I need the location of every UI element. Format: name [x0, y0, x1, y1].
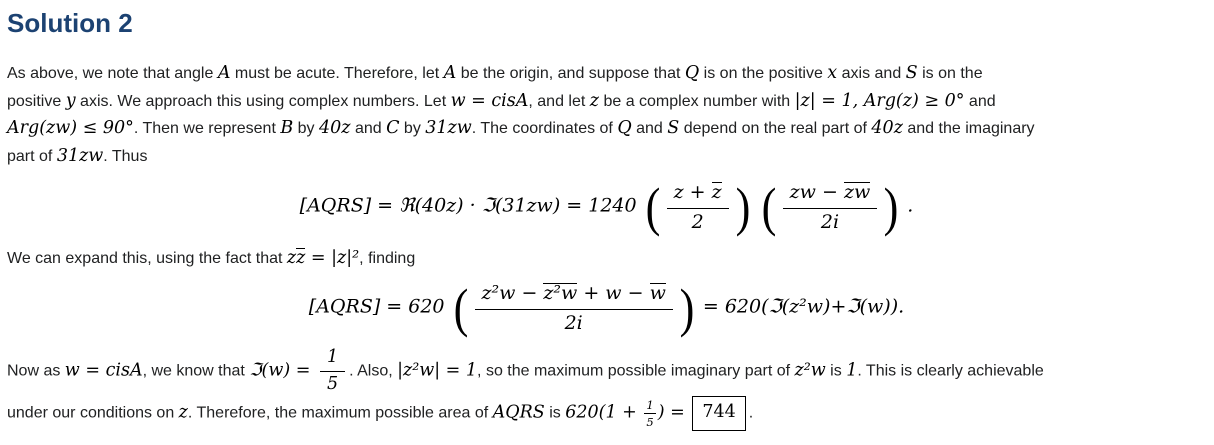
text-run: axis. We approach this using complex numbers. Let [75, 92, 451, 110]
fraction-numerator [783, 180, 878, 209]
line [7, 278, 1206, 339]
line [7, 115, 1206, 143]
fraction-denominator [667, 209, 729, 235]
text-run: be a complex number with [599, 92, 795, 110]
text-run: , finding [359, 249, 416, 267]
paragraph-expand [7, 245, 1206, 273]
text-run: As above, we note that angle [7, 65, 218, 82]
text-run: be the origin, and suppose that [456, 65, 685, 82]
display-equation-aqrs-1240 [7, 177, 1206, 238]
math-run: S [905, 63, 918, 83]
text-run: by [399, 120, 426, 137]
math-run: 40z [319, 118, 351, 138]
math-run: 40z [871, 118, 903, 138]
text-run: and the imaginary [902, 120, 1035, 137]
math-run [753, 194, 759, 216]
math-run: 31zw [425, 118, 472, 138]
fraction [667, 180, 729, 235]
display-equation-aqrs-620 [7, 278, 1206, 339]
text-run: is on the [917, 65, 983, 82]
paragraph-conclusion [7, 346, 1206, 431]
big-paren: ( [645, 177, 661, 238]
text-run: . Also, [349, 362, 398, 380]
text-run: under our conditions on [7, 404, 179, 422]
math-run: zw − [789, 181, 844, 203]
text-run: . The coordinates of [471, 120, 618, 137]
math-run: x [827, 63, 838, 83]
math-run: 5 [326, 374, 339, 395]
math-run: 1 [846, 360, 858, 381]
math-run: zw [843, 181, 871, 203]
fraction-numerator [320, 346, 345, 373]
math-run: Q [684, 63, 700, 83]
fraction [320, 346, 345, 397]
math-run: 2i [820, 210, 840, 233]
math-run: = 620(ℑ(z²w)+ℑ(w)). [696, 295, 905, 318]
math-run: z [178, 402, 188, 423]
line [7, 143, 1206, 171]
text-run: We can expand this, using the fact that [7, 249, 287, 267]
section-heading: Solution 2 [7, 8, 133, 38]
big-paren: ) [883, 177, 899, 238]
text-run: axis and [837, 65, 906, 82]
fraction-numerator [667, 180, 729, 209]
fraction [644, 398, 655, 430]
text-run: is [825, 362, 847, 380]
math-run: . [901, 194, 914, 217]
math-run: AQRS [492, 402, 545, 423]
line [7, 177, 1206, 238]
text-run: . Then we represent [133, 120, 281, 137]
math-run: ) = [657, 402, 691, 423]
math-run: z²w − [481, 282, 544, 304]
line [7, 396, 1206, 431]
fraction [783, 180, 878, 235]
math-run: Arg(zw) ≤ 90° [7, 118, 134, 138]
line [7, 245, 1206, 273]
math-run: 2i [564, 311, 583, 334]
math-run: A [443, 63, 457, 83]
math-run: 2 [691, 210, 704, 233]
math-run: z [711, 181, 722, 203]
math-run: w [649, 282, 666, 304]
math-run: z²w [543, 282, 578, 304]
math-run: S [667, 118, 680, 138]
fraction-denominator [783, 209, 878, 235]
math-run: = |z|² [305, 247, 360, 268]
math-run: B [280, 118, 294, 138]
math-run: w = cisA [64, 360, 143, 381]
math-run: z [296, 247, 306, 268]
fraction-denominator [320, 372, 345, 396]
boxed-answer: 744 [692, 396, 745, 431]
fraction-denominator [475, 310, 673, 336]
text-run: depend on the real part of [679, 120, 872, 137]
fraction [475, 281, 673, 336]
text-run: positive [7, 92, 66, 110]
math-run: y [65, 90, 76, 111]
line [7, 346, 1206, 397]
math-run: 31zw [56, 145, 104, 166]
line [7, 88, 1206, 116]
text-run: and [631, 120, 668, 137]
math-run: z²w [794, 360, 826, 381]
text-run: is on the positive [699, 65, 828, 82]
fraction-numerator [475, 281, 673, 310]
text-run: part of [7, 147, 57, 165]
math-run: |z²w| = 1 [397, 360, 478, 381]
text-run: by [293, 120, 319, 137]
text-run: . This is clearly achievable [857, 362, 1044, 380]
math-run: 620(1 + [565, 402, 643, 423]
text-run: . [748, 404, 754, 422]
text-run: . Thus [103, 147, 148, 165]
math-run: 1 [326, 346, 339, 367]
text-run: Now as [7, 362, 65, 380]
math-run: [AQRS] = 620 [308, 295, 451, 318]
big-paren: ( [761, 177, 777, 238]
text-run: , so the maximum possible imaginary part of [477, 362, 795, 380]
math-run: z [286, 247, 297, 268]
math-run: C [386, 118, 400, 138]
big-paren: ) [679, 278, 695, 339]
big-paren: ) [735, 177, 751, 238]
text-run: , we know that [142, 362, 250, 380]
math-run: z + [673, 181, 712, 203]
text-run: is [544, 404, 566, 422]
big-paren: ( [453, 278, 468, 339]
math-run: + w − [577, 282, 650, 304]
math-run: ℑ(w) = [249, 360, 316, 381]
math-run: w = cisA [450, 90, 529, 111]
math-run: 5 [646, 415, 654, 429]
line [7, 60, 1206, 88]
paragraph-intro [7, 60, 1206, 170]
text-run: . Therefore, the maximum possible area of [187, 404, 493, 422]
text-run: and [964, 92, 996, 110]
fraction-numerator [644, 398, 655, 414]
fraction-denominator [644, 414, 655, 429]
math-run: z [589, 90, 599, 111]
math-run: [AQRS] = ℜ(40z) · ℑ(31zw) = 1240 [299, 194, 643, 217]
text-run: , and let [528, 92, 590, 110]
math-run: A [217, 63, 231, 83]
math-run: 1 [646, 397, 654, 412]
math-run: |z| = 1, Arg(z) ≥ 0° [794, 90, 965, 111]
math-run: Q [617, 118, 632, 138]
text-run: and [350, 120, 387, 137]
text-run: must be acute. Therefore, let [230, 65, 444, 82]
